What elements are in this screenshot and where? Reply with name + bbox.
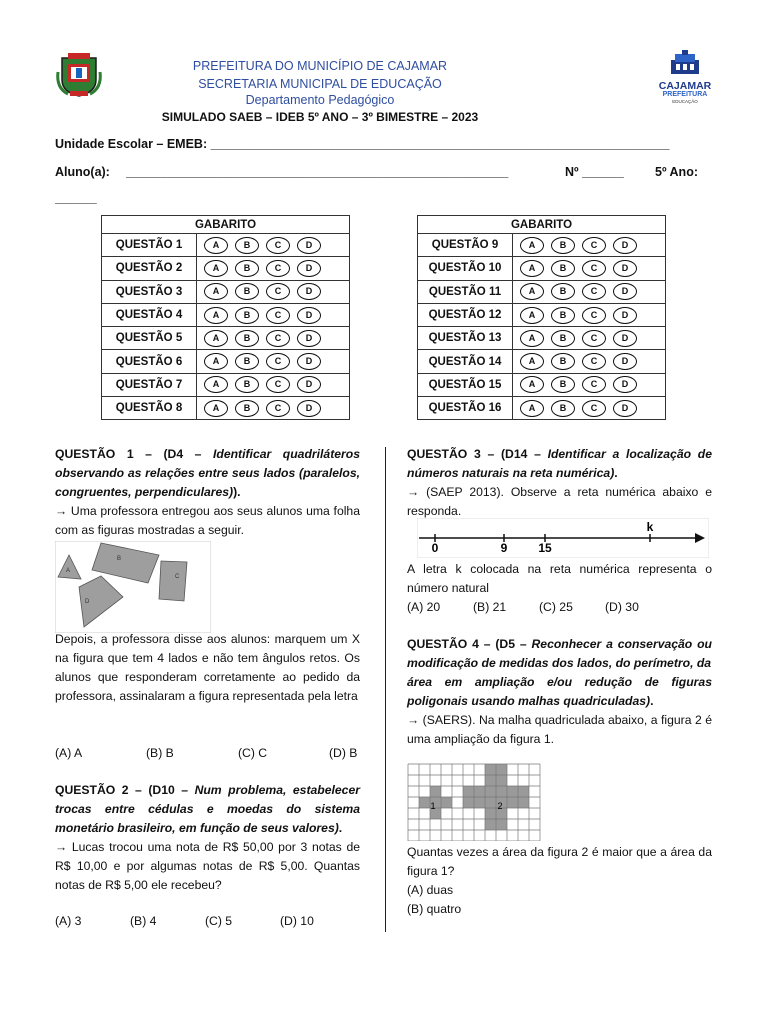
- answer-bubble-d[interactable]: D: [613, 260, 637, 277]
- grid-shaded-cell: [463, 797, 474, 808]
- q3-text-body: A letra k colocada na reta numérica representa o número natural: [407, 562, 712, 595]
- grid-shaded-cell: [485, 819, 496, 830]
- answer-row: [418, 303, 666, 326]
- grid-shaded-cell: [463, 786, 474, 797]
- answer-bubble-c[interactable]: C: [582, 376, 606, 393]
- answer-bubble-d[interactable]: D: [613, 283, 637, 300]
- answer-bubbles: [197, 234, 350, 257]
- answer-bubbles: [197, 373, 350, 396]
- municipal-coat-of-arms: [54, 52, 104, 98]
- q1-option-d[interactable]: (D) B: [329, 746, 358, 760]
- answer-sheet-title: GABARITO: [102, 216, 350, 234]
- question-number: QUESTÃO 11: [418, 280, 513, 303]
- answer-bubble-c[interactable]: C: [582, 237, 606, 254]
- grid-shaded-cell: [496, 819, 507, 830]
- answer-bubble-a[interactable]: A: [520, 376, 544, 393]
- answer-row: [102, 327, 350, 350]
- q3-skill: Identificar a localização de números naturais na reta numérica): [407, 447, 712, 480]
- answer-bubble-b[interactable]: B: [235, 237, 259, 254]
- answer-bubble-a[interactable]: A: [204, 237, 228, 254]
- q1-option-b[interactable]: (B) B: [146, 746, 174, 760]
- answer-row: [102, 303, 350, 326]
- q2-options: [55, 912, 365, 931]
- answer-bubbles: [513, 234, 666, 257]
- answer-row: [418, 257, 666, 280]
- grid-shaded-cell: [474, 786, 485, 797]
- building-icon: [667, 50, 703, 76]
- q1-shape-label-d: D: [85, 599, 90, 605]
- q1-text-body: Depois, a professora disse aos alunos: marquem um X na figura que tem 4 lados e não tem ângulos retos. Os alunos que responderam corretamente ao pedido da professora, assinalaram a figura representada pela letra: [55, 632, 360, 703]
- answer-bubble-a[interactable]: A: [520, 260, 544, 277]
- answer-bubble-c[interactable]: C: [266, 307, 290, 324]
- answer-bubbles: [197, 257, 350, 280]
- answer-bubble-a[interactable]: A: [204, 330, 228, 347]
- exam-title: SIMULADO SAEB – IDEB 5º ANO – 3º BIMESTRE – 2023: [161, 110, 479, 124]
- answer-bubble-b[interactable]: B: [551, 376, 575, 393]
- answer-bubble-c[interactable]: C: [266, 260, 290, 277]
- answer-bubble-a[interactable]: A: [204, 400, 228, 417]
- answer-bubbles: [513, 280, 666, 303]
- answer-bubble-d[interactable]: D: [297, 260, 321, 277]
- question-number: QUESTÃO 4: [102, 303, 197, 326]
- question-3-body: [407, 560, 712, 598]
- answer-sheet-title: GABARITO: [418, 216, 666, 234]
- question-3: [407, 445, 712, 521]
- answer-bubble-b[interactable]: B: [551, 330, 575, 347]
- q2-option-d[interactable]: (D) 10: [280, 914, 314, 928]
- answer-bubble-d[interactable]: D: [613, 237, 637, 254]
- question-4-body: [407, 843, 712, 919]
- answer-bubble-c[interactable]: C: [266, 353, 290, 370]
- answer-bubble-c[interactable]: C: [266, 376, 290, 393]
- question-number: QUESTÃO 14: [418, 350, 513, 373]
- answer-bubble-c[interactable]: C: [266, 237, 290, 254]
- q4-heading-tail: .: [650, 694, 654, 708]
- answer-row: [102, 234, 350, 257]
- answer-bubble-d[interactable]: D: [297, 330, 321, 347]
- question-number: QUESTÃO 13: [418, 327, 513, 350]
- answer-bubbles: [513, 257, 666, 280]
- cajamar-logo: [650, 50, 720, 105]
- number-line-label-0: 0: [431, 541, 439, 555]
- answer-bubble-c[interactable]: C: [582, 283, 606, 300]
- answer-bubble-c[interactable]: C: [582, 307, 606, 324]
- question-number: QUESTÃO 5: [102, 327, 197, 350]
- answer-bubble-a[interactable]: A: [520, 400, 544, 417]
- grid-shaded-cell: [485, 764, 496, 775]
- q2-option-a[interactable]: (A) 3: [55, 914, 82, 928]
- grid-shaded-cell: [485, 797, 496, 808]
- q4-text-intro: → (SAERS). Na malha quadriculada abaixo, a figura 2 é uma ampliação da figura 1.: [407, 713, 712, 746]
- student-label: Aluno(a):: [55, 165, 110, 179]
- q2-heading: QUESTÃO 2 – (D10 –: [55, 783, 195, 797]
- answer-bubble-c[interactable]: C: [266, 400, 290, 417]
- question-number: QUESTÃO 2: [102, 257, 197, 280]
- answer-bubbles: [197, 397, 350, 420]
- q4-option-b[interactable]: (B) quatro: [407, 902, 462, 916]
- answer-bubble-b[interactable]: B: [551, 260, 575, 277]
- q1-shapes-figure: [55, 541, 211, 633]
- question-number: QUESTÃO 3: [102, 280, 197, 303]
- question-number: QUESTÃO 9: [418, 234, 513, 257]
- grid-figure: [407, 763, 541, 841]
- answer-bubble-d[interactable]: D: [297, 376, 321, 393]
- q3-text-intro: → (SAEP 2013). Observe a reta numérica abaixo e responda.: [407, 485, 712, 518]
- answer-bubble-b[interactable]: B: [235, 283, 259, 300]
- answer-row: [102, 373, 350, 396]
- question-number: QUESTÃO 16: [418, 397, 513, 420]
- q3-heading-tail: .: [614, 466, 618, 480]
- q1-skill: Identificar quadriláteros observando as relações entre seus lados (paralelos, congruentes, perpendiculares): [55, 447, 360, 499]
- q1-shape-label-a: A: [66, 568, 71, 574]
- answer-row: [418, 234, 666, 257]
- question-number: QUESTÃO 6: [102, 350, 197, 373]
- q1-shape-a: [58, 555, 81, 579]
- answer-bubble-a[interactable]: A: [204, 353, 228, 370]
- question-1-body: [55, 630, 360, 706]
- answer-bubbles: [513, 350, 666, 373]
- grade-label: 5º Ano:: [655, 165, 698, 179]
- grid-shaded-cell: [485, 808, 496, 819]
- grid-label-2: 2: [497, 801, 503, 811]
- number-field[interactable]: Nº ______: [565, 165, 624, 179]
- q3-option-b[interactable]: (B) 21: [473, 600, 507, 614]
- answer-bubble-c[interactable]: C: [582, 260, 606, 277]
- answer-bubble-b[interactable]: B: [235, 307, 259, 324]
- q4-skill-1: Reconhecer a conservação ou modificação de medidas dos lados, do perímetro, da: [407, 637, 712, 670]
- answer-bubbles: [513, 397, 666, 420]
- answer-bubble-d[interactable]: D: [613, 353, 637, 370]
- answer-bubbles: [197, 327, 350, 350]
- answer-bubbles: [513, 373, 666, 396]
- question-number: QUESTÃO 15: [418, 373, 513, 396]
- header-line-1: PREFEITURA DO MUNICÍPIO DE CAJAMAR: [192, 59, 448, 73]
- q1-shape-label-b: B: [117, 556, 122, 562]
- number-line-label-15: 15: [538, 541, 552, 555]
- answer-bubble-a[interactable]: A: [520, 330, 544, 347]
- question-number: QUESTÃO 8: [102, 397, 197, 420]
- grid-shaded-cell: [496, 764, 507, 775]
- question-1: [55, 445, 360, 540]
- answer-bubble-b[interactable]: B: [551, 283, 575, 300]
- q1-option-a[interactable]: (A) A: [55, 746, 83, 760]
- school-unit-field[interactable]: Unidade Escolar – EMEB: __________________________________________________________________: [55, 137, 670, 151]
- grid-shaded-cell: [419, 797, 430, 808]
- answer-bubble-b[interactable]: B: [551, 353, 575, 370]
- answer-bubble-b[interactable]: B: [551, 400, 575, 417]
- answer-bubble-a[interactable]: A: [204, 283, 228, 300]
- answer-bubble-a[interactable]: A: [520, 283, 544, 300]
- answer-bubble-c[interactable]: C: [582, 400, 606, 417]
- grid-label-1: 1: [430, 801, 436, 811]
- answer-sheet-right: [417, 215, 666, 420]
- answer-bubble-b[interactable]: B: [235, 260, 259, 277]
- grid-shaded-cell: [474, 797, 485, 808]
- answer-bubbles: [513, 303, 666, 326]
- student-name-field[interactable]: _______________________________________________________: [126, 165, 509, 179]
- logo-text-mid: PREFEITURA: [662, 91, 708, 98]
- answer-bubble-a[interactable]: A: [520, 237, 544, 254]
- grid-shaded-cell: [518, 786, 529, 797]
- header-line-3: Departamento Pedagógico: [245, 93, 395, 107]
- answer-bubble-d[interactable]: D: [613, 330, 637, 347]
- q2-option-c[interactable]: (C) 5: [205, 914, 233, 928]
- header-line-2: SECRETARIA MUNICIPAL DE EDUCAÇÃO: [198, 77, 442, 91]
- grade-year-field[interactable]: ______: [55, 191, 97, 205]
- answer-bubbles: [197, 280, 350, 303]
- q4-option-a[interactable]: (A) duas: [407, 883, 454, 897]
- answer-row: [102, 257, 350, 280]
- q1-heading: QUESTÃO 1 – (D4 –: [55, 447, 213, 461]
- q2-option-b[interactable]: (B) 4: [130, 914, 157, 928]
- q3-option-d[interactable]: (D) 30: [605, 600, 639, 614]
- answer-bubble-b[interactable]: B: [235, 353, 259, 370]
- answer-row: [102, 280, 350, 303]
- answer-bubble-a[interactable]: A: [204, 307, 228, 324]
- answer-bubble-d[interactable]: D: [297, 353, 321, 370]
- question-2: [55, 781, 360, 895]
- question-number: QUESTÃO 7: [102, 373, 197, 396]
- answer-bubble-d[interactable]: D: [297, 400, 321, 417]
- answer-bubbles: [513, 327, 666, 350]
- answer-bubble-d[interactable]: D: [613, 307, 637, 324]
- answer-bubble-b[interactable]: B: [551, 237, 575, 254]
- q1-option-c[interactable]: (C) C: [238, 746, 268, 760]
- q1-options: [55, 744, 365, 763]
- answer-bubble-c[interactable]: C: [582, 353, 606, 370]
- number-line-figure: [417, 518, 709, 558]
- q3-option-a[interactable]: (A) 20: [407, 600, 441, 614]
- answer-row: [102, 350, 350, 373]
- q1-shape-label-c: C: [175, 574, 180, 580]
- grid-shaded-cell: [507, 786, 518, 797]
- column-divider: [385, 447, 386, 932]
- number-line-label-9: 9: [500, 541, 508, 555]
- logo-text-bottom: EDUCAÇÃO: [672, 99, 698, 104]
- answer-bubble-a[interactable]: A: [520, 307, 544, 324]
- answer-bubble-b[interactable]: B: [235, 330, 259, 347]
- answer-bubble-c[interactable]: C: [266, 283, 290, 300]
- q4-heading: QUESTÃO 4 – (D5 –: [407, 637, 532, 651]
- answer-bubble-d[interactable]: D: [613, 376, 637, 393]
- q2-text: → Lucas trocou uma nota de R$ 50,00 por 3 notas de R$ 10,00 e por algumas notas de R$ 5,00. Quantas notas de R$ 5,00 ele recebeu?: [55, 840, 360, 892]
- q3-options: [407, 598, 712, 617]
- answer-row: [418, 373, 666, 396]
- q2-skill: Num problema, estabelecer trocas entre cédulas e moedas do sistema monetário brasileiro, em função de seus valores): [55, 783, 360, 835]
- answer-bubble-c[interactable]: C: [582, 330, 606, 347]
- grid-shaded-cell: [430, 786, 441, 797]
- answer-bubble-c[interactable]: C: [266, 330, 290, 347]
- q2-heading-tail: .: [338, 821, 343, 835]
- answer-bubble-a[interactable]: A: [520, 353, 544, 370]
- answer-sheet-left: [101, 215, 350, 420]
- answer-bubble-d[interactable]: D: [297, 237, 321, 254]
- q3-heading: QUESTÃO 3 – (D14 –: [407, 447, 548, 461]
- answer-bubble-b[interactable]: B: [235, 400, 259, 417]
- answer-bubble-a[interactable]: A: [204, 260, 228, 277]
- q4-skill-2: área em ampliação e/ou redução de figuras poligonais usando malhas quadriculadas): [407, 675, 712, 708]
- answer-bubble-d[interactable]: D: [613, 400, 637, 417]
- answer-row: [102, 397, 350, 420]
- q4-text-body: Quantas vezes a área da figura 2 é maior que a área da figura 1?: [407, 845, 712, 878]
- logo-text-top: CAJAMAR: [658, 80, 712, 92]
- question-4: [407, 635, 712, 749]
- number-line-arrow-icon: [695, 533, 705, 543]
- question-number: QUESTÃO 10: [418, 257, 513, 280]
- answer-row: [418, 350, 666, 373]
- number-line-label-k: k: [646, 520, 654, 534]
- q1-text-intro: → Uma professora entregou aos seus alunos uma folha com as figuras mostradas a seguir.: [55, 504, 360, 537]
- question-number: QUESTÃO 12: [418, 303, 513, 326]
- q1-heading-tail: ).: [233, 485, 241, 499]
- answer-bubble-a[interactable]: A: [204, 376, 228, 393]
- answer-row: [418, 280, 666, 303]
- answer-bubble-d[interactable]: D: [297, 307, 321, 324]
- answer-bubble-b[interactable]: B: [551, 307, 575, 324]
- grid-shaded-cell: [496, 786, 507, 797]
- answer-bubbles: [197, 350, 350, 373]
- grid-shaded-cell: [496, 775, 507, 786]
- grid-shaded-cell: [518, 797, 529, 808]
- answer-row: [418, 327, 666, 350]
- q3-option-c[interactable]: (C) 25: [539, 600, 573, 614]
- grid-shaded-cell: [485, 775, 496, 786]
- grid-shaded-cell: [507, 797, 518, 808]
- grid-shaded-cell: [441, 797, 452, 808]
- grid-shaded-cell: [485, 786, 496, 797]
- q1-shape-c: [159, 561, 187, 601]
- answer-bubbles: [197, 303, 350, 326]
- answer-row: [418, 397, 666, 420]
- question-number: QUESTÃO 1: [102, 234, 197, 257]
- answer-bubble-b[interactable]: B: [235, 376, 259, 393]
- answer-bubble-d[interactable]: D: [297, 283, 321, 300]
